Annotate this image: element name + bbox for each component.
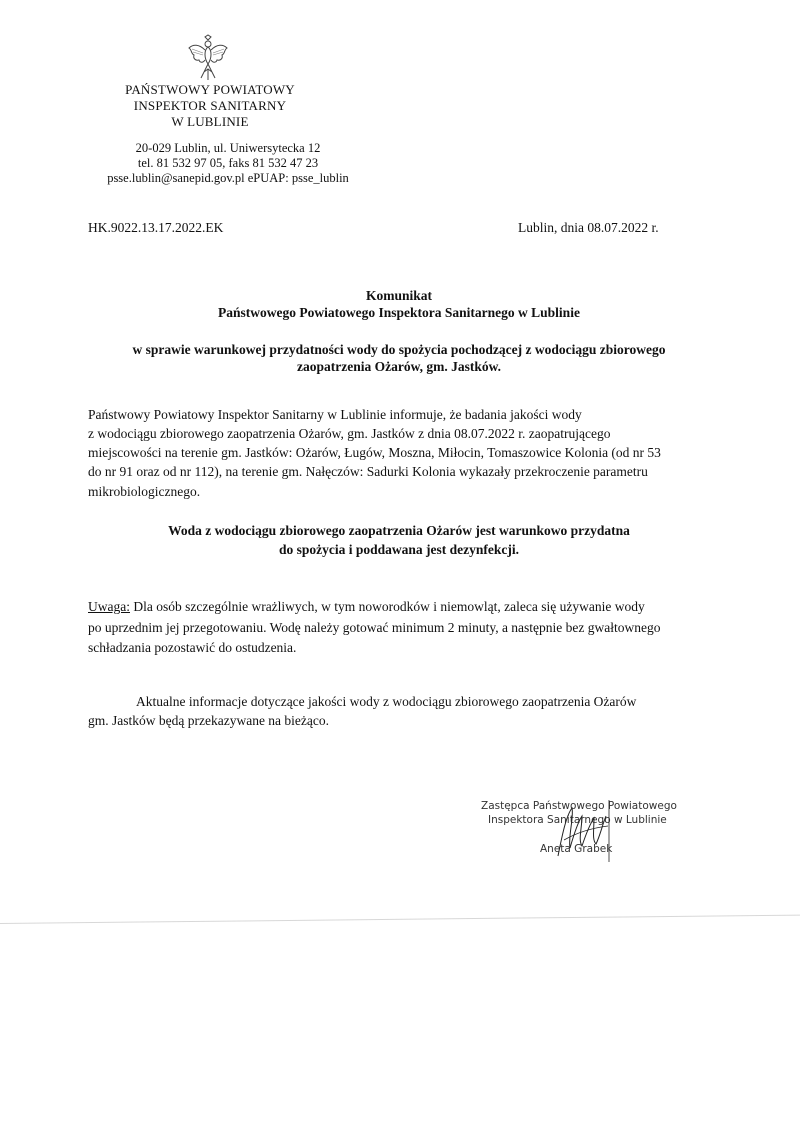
document-issuer: Państwowego Powiatowego Inspektora Sanitarnego w Lublinie	[218, 305, 580, 320]
letterhead-line-3: W LUBLINIE	[171, 114, 249, 129]
handwritten-signature	[548, 796, 618, 866]
document-title: Komunikat	[365, 288, 433, 303]
signature-stamp-name: Aneta Grabek	[540, 843, 613, 855]
warning-label: Uwaga:	[88, 599, 130, 614]
signature-stamp-line-2: Inspektora Sanitarnego w Lublinie	[488, 814, 667, 826]
paragraph-1-line-1: Państwowy Powiatowy Inspektor Sanitarny w Lublinie informuje, że badania jakości wody	[88, 407, 582, 422]
paragraph-1-line-2: z wodociągu zbiorowego zaopatrzenia Ożarów, gm. Jastków z dnia 08.07.2022 r. zaopatrującego	[88, 426, 611, 441]
paragraph-2-line-2: gm. Jastków będą przekazywane na bieżąco.	[88, 713, 330, 728]
notice-line-1: Woda z wodociągu zbiorowego zaopatrzenia Ożarów jest warunkowo przydatna	[168, 523, 630, 538]
paragraph-1-line-5: mikrobiologicznego.	[88, 484, 201, 499]
warning-text-1: Dla osób szczególnie wrażliwych, w tym noworodków i niemowląt, zaleca się używanie wody	[129, 599, 645, 614]
reference-number: HK.9022.13.17.2022.EK	[88, 220, 224, 235]
scan-artifact-line	[0, 915, 800, 924]
warning-line-1	[88, 599, 645, 615]
paragraph-2-line-1: Aktualne informacje dotyczące jakości wody z wodociągu zbiorowego zaopatrzenia Ożarów	[136, 694, 637, 709]
paragraph-1-line-4: do nr 91 oraz od nr 112), na terenie gm. Nałęczów: Sadurki Kolonia wykazały przekroczenie parametru	[88, 464, 648, 479]
document-subject-line-1: w sprawie warunkowej przydatności wody do spożycia pochodzącej z wodociągu zbiorowego	[132, 342, 666, 357]
letterhead-phone: tel. 81 532 97 05, faks 81 532 47 23	[137, 156, 319, 170]
document-subject-line-2: zaopatrzenia Ożarów, gm. Jastków.	[297, 359, 501, 374]
letterhead-line-2: INSPEKTOR SANITARNY	[133, 98, 287, 113]
polish-eagle-emblem-icon	[187, 34, 229, 82]
warning-line-2: po uprzednim jej przegotowaniu. Wodę należy gotować minimum 2 minuty, a następnie bez gwałtownego	[88, 620, 661, 635]
notice-line-2: do spożycia i poddawana jest dezynfekcji.	[278, 542, 519, 557]
letterhead-address: 20-029 Lublin, ul. Uniwersytecka 12	[135, 141, 321, 155]
letterhead-email: psse.lublin@sanepid.gov.pl ePUAP: psse_lublin	[107, 171, 349, 185]
paragraph-1-line-3: miejscowości na terenie gm. Jastków: Ożarów, Ługów, Moszna, Miłocin, Tomaszowice Kolonia (od nr 53	[88, 445, 661, 460]
letterhead-line-1: PAŃSTWOWY POWIATOWY	[125, 82, 295, 97]
signature-stamp-line-1: Zastępca Państwowego Powiatowego	[481, 800, 677, 812]
place-date: Lublin, dnia 08.07.2022 r.	[518, 220, 659, 235]
warning-line-3: schładzania pozostawić do ostudzenia.	[88, 640, 297, 655]
